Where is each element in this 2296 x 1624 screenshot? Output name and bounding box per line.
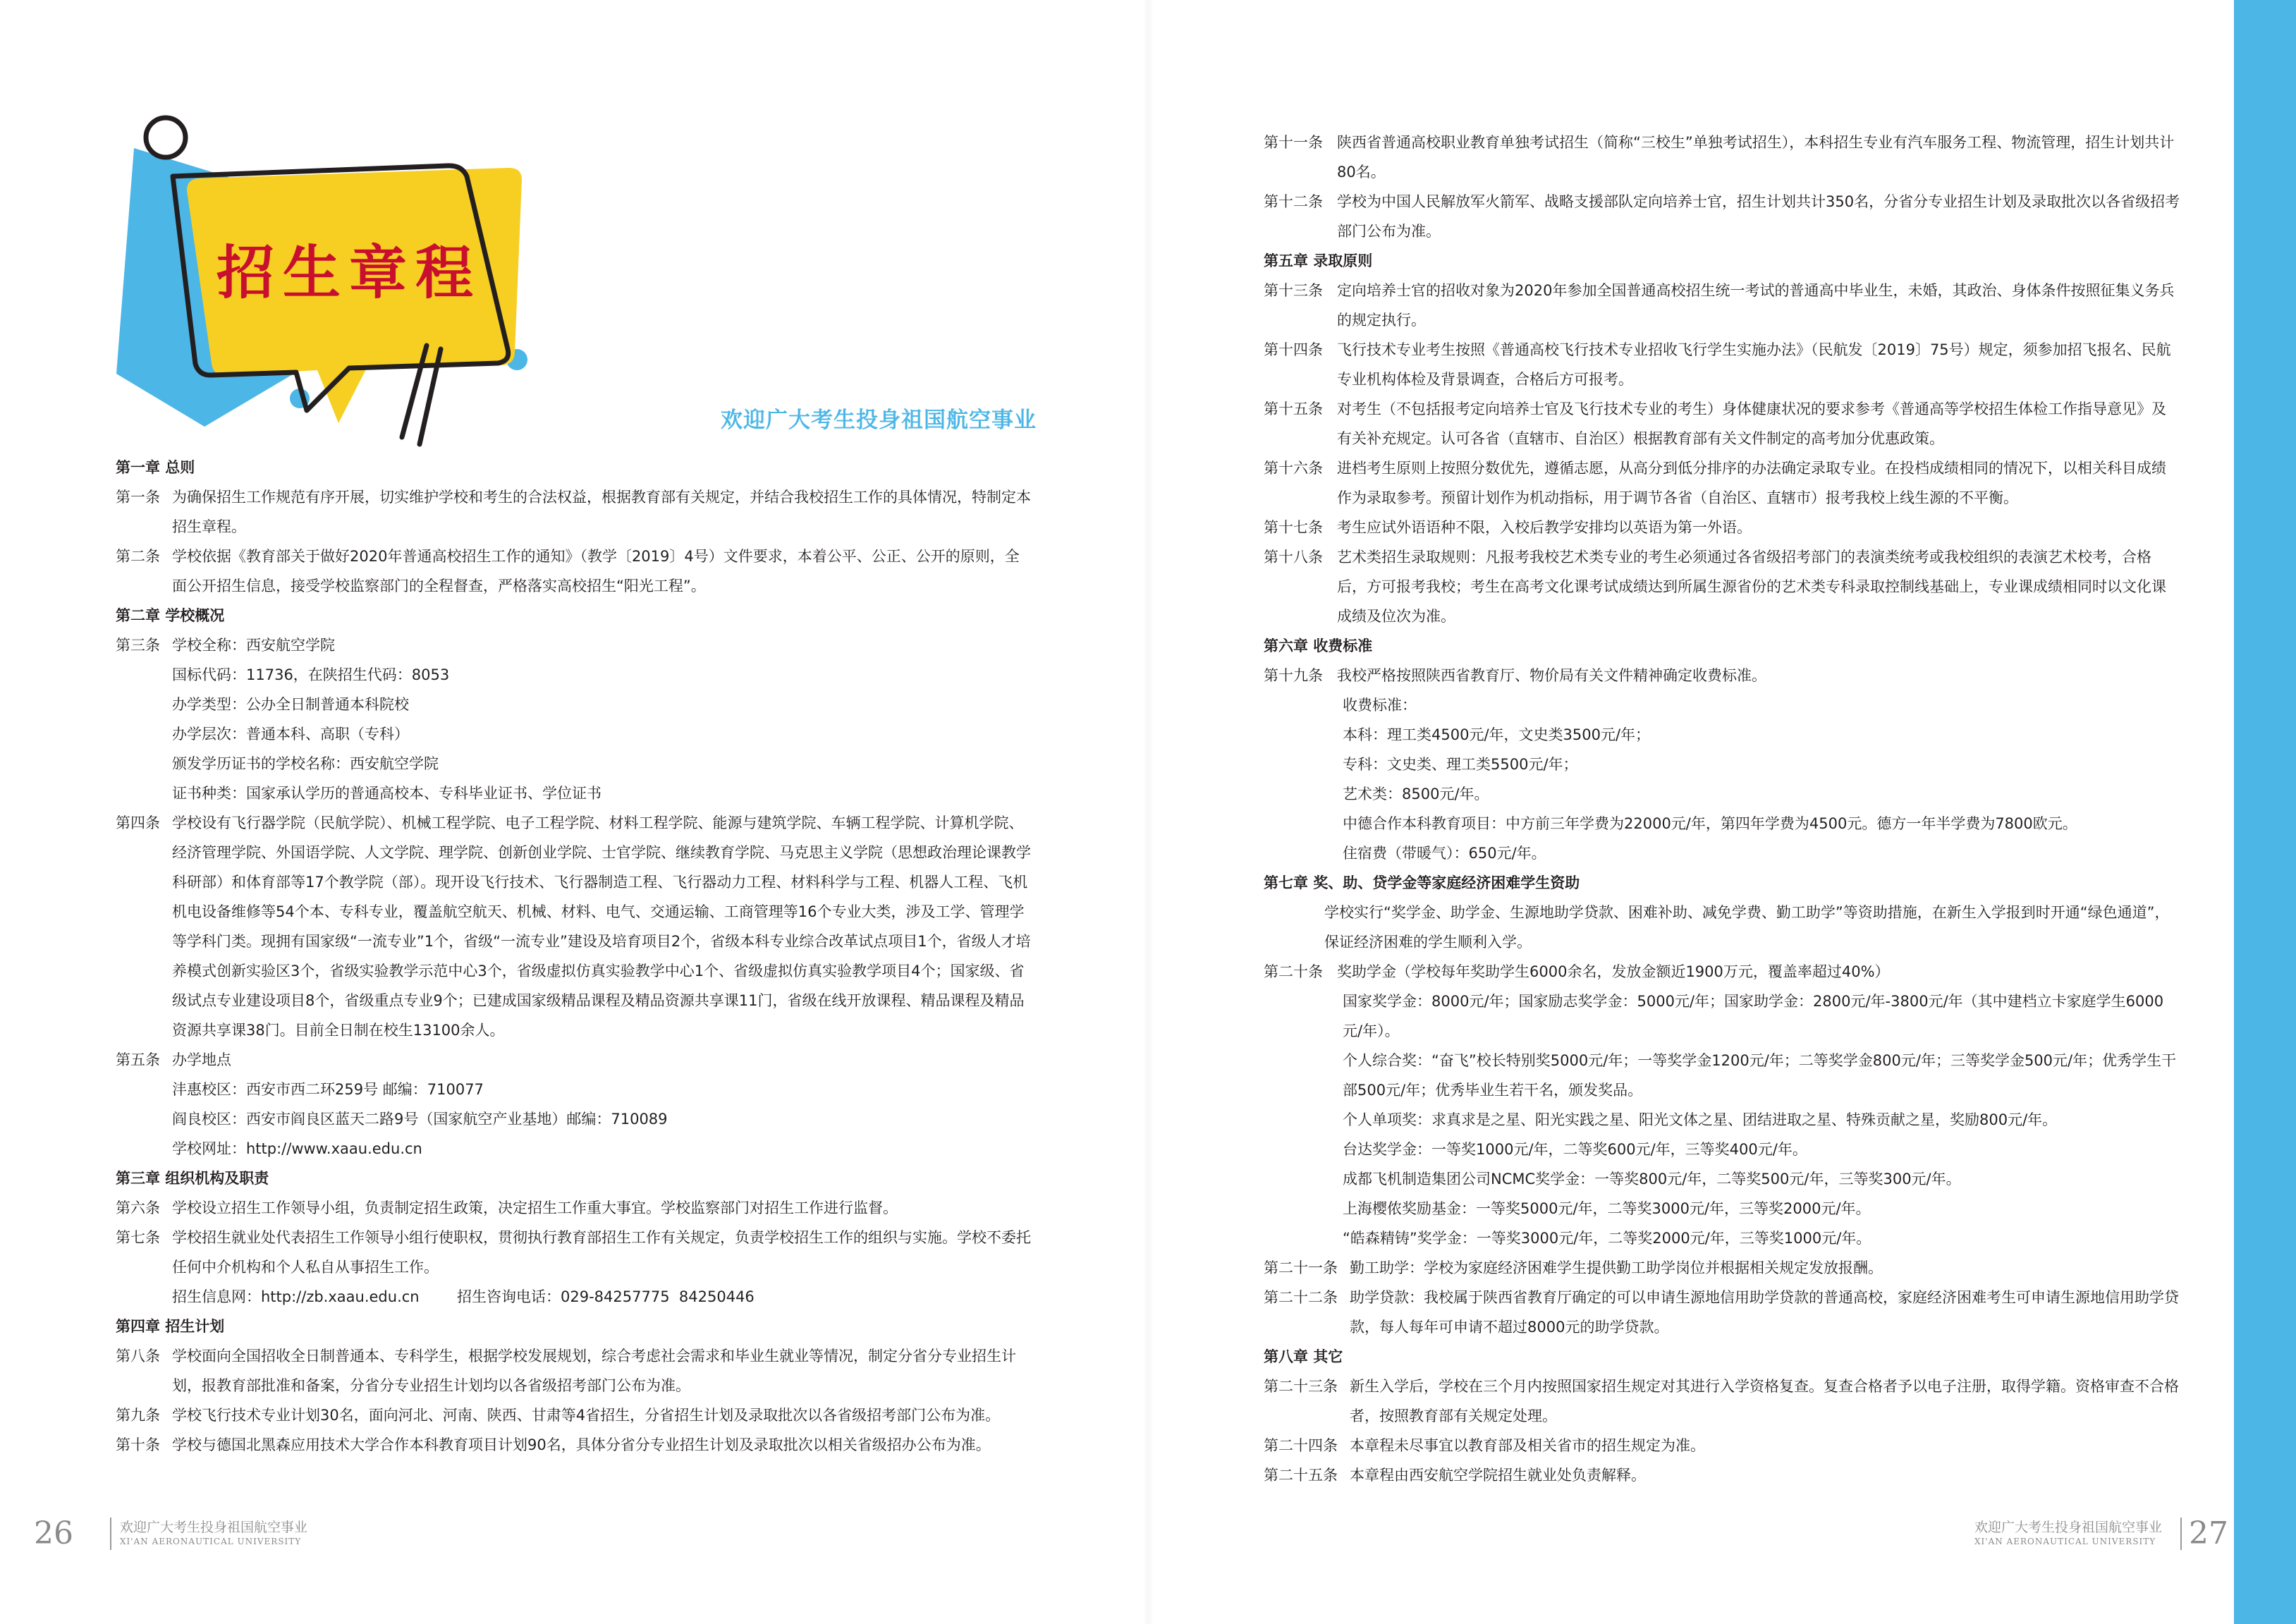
scholarship-line: 台达奖学金：一等奖1000元/年，二等奖600元/年，三等奖400元/年。	[1343, 1141, 1807, 1158]
article-label: 第九条	[116, 1407, 160, 1424]
article-text: 考生应试外语语种不限，入校后教学安排均以英语为第一外语。	[1337, 519, 1752, 536]
footer-divider	[2180, 1518, 2182, 1550]
article-text: 勤工助学：学校为家庭经济困难学生提供勤工助学岗位并根据相关规定发放报酬。	[1350, 1259, 1883, 1276]
article-text: 学校与德国北黑森应用技术大学合作本科教育项目计划90名，具体分省分专业招生计划及录取批次以相关省级招办公布为准。	[172, 1436, 991, 1453]
school-info-line: 办学层次：普通本科、高职（专科）	[172, 726, 409, 743]
chapter-1-heading: 第一章 总则	[116, 459, 195, 476]
article-17	[1264, 513, 2180, 542]
article-label: 第十九条	[1264, 667, 1323, 684]
school-info-line: 证书种类：国家承认学历的普通高校本、专科毕业证书、学位证书	[172, 785, 602, 802]
article-label: 第二十四条	[1264, 1437, 1338, 1454]
school-info-line: 国标代码：11736，在陕招生代码：8053	[172, 666, 450, 683]
article-text: 新生入学后，学校在三个月内按照国家招生规定对其进行入学资格复查。复查合格者予以电子注册，取得学籍。资格审查不合格者，按照教育部有关规定处理。	[1350, 1378, 2179, 1424]
article-label: 第十八条	[1264, 549, 1323, 566]
scholarship-line: 国家奖学金：8000元/年；国家励志奖学金：5000元/年；国家助学金：2800元/年-3800元/年（其中建档立卡家庭学生6000元/年）。	[1343, 993, 2164, 1039]
right-column	[1264, 128, 2180, 1490]
campus-line: 阎良校区：西安市阎良区蓝天二路9号（国家航空产业基地）邮编：710089	[172, 1111, 668, 1128]
scholarship-line: 个人综合奖：“奋飞”校长特别奖5000元/年；一等奖学金1200元/年；二等奖学金800元/年；三等奖学金500元/年；优秀学生干部500元/年；优秀毕业生若干名，颁发奖品。	[1343, 1052, 2177, 1099]
logo-title-text: 招生章程	[216, 239, 482, 307]
article-text: 艺术类招生录取规则：凡报考我校艺术类专业的考生必须通过各省级招考部门的表演类统考或我校组织的表演艺术校考，合格后，方可报考我校；考生在高考文化课考试成绩达到所属生源省份的艺术类专科录取控制线基础上，专业课成绩相同时以文化课成绩及位次为准。	[1337, 549, 2166, 625]
article-text: 进档考生原则上按照分数优先，遵循志愿，从高分到低分排序的办法确定录取专业。在投档成绩相同的情况下，以相关科目成绩作为录取参考。预留计划作为机动指标，用于调节各省（自治区、直辖市）报考我校上线生源的不平衡。	[1337, 460, 2166, 506]
article-text: 飞行技术专业考生按照《普通高校飞行技术专业招收飞行学生实施办法》（民航发〔2019〕75号）规定，须参加招飞报名、民航专业机构体检及背景调查，合格后方可报考。	[1337, 341, 2171, 388]
footer-slogan: 欢迎广大考生投身祖国航空事业	[1974, 1520, 2163, 1535]
article-label: 第二条	[116, 548, 160, 565]
article-22	[1264, 1283, 2180, 1342]
article-text: 为确保招生工作规范有序开展，切实维护学校和考生的合法权益，根据教育部有关规定，并结合我校招生工作的具体情况，特制定本招生章程。	[172, 489, 1031, 535]
footer-text-right	[1974, 1519, 2162, 1547]
fee-line: 收费标准：	[1343, 697, 1417, 714]
admissions-contact-line: 招生信息网：http://zb.xaau.edu.cn 招生咨询电话：029-84257775 84250446	[172, 1288, 755, 1305]
article-label: 第五条	[116, 1051, 160, 1068]
footer-text-left	[120, 1519, 307, 1547]
scholarship-line: 成都飞机制造集团公司NCMC奖学金：一等奖800元/年，二等奖500元/年，三等奖300元/年。	[1343, 1171, 1961, 1188]
article-label: 第三条	[116, 637, 160, 654]
article-9	[116, 1400, 1032, 1430]
article-16	[1264, 453, 2180, 513]
article-23	[1264, 1372, 2180, 1431]
article-6	[116, 1193, 1032, 1223]
article-text: 学校依据《教育部关于做好2020年普通高校招生工作的通知》（教学〔2019〕4号）文件要求，本着公平、公正、公开的原则，全面公开招生信息，接受学校监察部门的全程督查，严格落实高校招生“阳光工程”。	[172, 548, 1020, 594]
article-text: 陕西省普通高校职业教育单独考试招生（简称“三校生”单独考试招生），本科招生专业有汽车服务工程、物流管理，招生计划共计80名。	[1337, 134, 2175, 181]
fee-line: 中德合作本科教育项目：中方前三年学费为22000元/年，第四年学费为4500元。德方一年半学费为7800欧元。	[1343, 815, 2077, 832]
article-label: 第十一条	[1264, 134, 1323, 151]
article-3	[116, 630, 1032, 660]
article-label: 第十条	[116, 1436, 160, 1453]
title-logo	[106, 106, 543, 451]
article-label: 第二十五条	[1264, 1467, 1338, 1484]
article-label: 第二十三条	[1264, 1378, 1338, 1395]
article-text: 对考生（不包括报考定向培养士官及飞行技术专业的考生）身体健康状况的要求参考《普通高等学校招生体检工作指导意见》及有关补充规定。认可各省（直辖市、自治区）根据教育部有关文件制定的高考加分优惠政策。	[1337, 401, 2166, 447]
article-text: 学校设有飞行器学院（民航学院）、机械工程学院、电子工程学院、材料工程学院、能源与建筑学院、车辆工程学院、计算机学院、经济管理学院、外国语学院、人文学院、理学院、创新创业学院、士官学院、继续教育学院、马克思主义学院（思想政治理论课教学科研部）和体育部等17个教学院（部）。现开设飞行技术、飞行器制造工程、飞行器动力工程、材料科学与工程、机器人工程、飞机机电设备维修等54个本、专科专业，覆盖航空航天、机械、材料、电气、交通运输、工商管理等16个专业大类，涉及工学、管理学等学科门类。现拥有国家级“一流专业”1个，省级“一流专业”建设及培育项目2个，省级本科专业综合改革试点项目1个，省级人才培养模式创新实验区3个，省级实验教学示范中心3个，省级虚拟仿真实验教学中心1个、省级虚拟仿真实验教学项目4个；国家级、省级试点专业建设项目8个，省级重点专业9个；已建成国家级精品课程及精品资源共享课11门，省级在线开放课程、精品课程及精品资源共享课38门。目前全日制在校生13100余人。	[172, 814, 1031, 1039]
fee-line: 艺术类：8500元/年。	[1343, 786, 1489, 802]
footer-divider	[110, 1518, 111, 1550]
article-label: 第十四条	[1264, 341, 1323, 358]
scholarship-line: 上海樱侬奖励基金：一等奖5000元/年，二等奖3000元/年，三等奖2000元/年。	[1343, 1200, 1871, 1217]
footer-slogan: 欢迎广大考生投身祖国航空事业	[120, 1520, 308, 1535]
article-21	[1264, 1253, 2180, 1283]
article-24	[1264, 1431, 2180, 1460]
article-11	[1264, 128, 2180, 187]
article-13	[1264, 276, 2180, 335]
fee-line: 本科：理工类4500元/年，文史类3500元/年；	[1343, 726, 1651, 743]
article-1	[116, 482, 1032, 542]
article-18	[1264, 542, 2180, 631]
article-text: 学校面向全国招收全日制普通本、专科学生，根据学校发展规划，综合考虑社会需求和毕业生就业等情况，制定分省分专业招生计划，报教育部批准和备案，分省分专业招生计划均以各省级招考部门公布为准。	[172, 1348, 1016, 1394]
campus-line: 沣惠校区：西安市西二环259号 邮编：710077	[172, 1081, 484, 1098]
chapter-6-heading: 第六章 收费标准	[1264, 637, 1373, 654]
article-19	[1264, 661, 2180, 690]
article-text: 学校为中国人民解放军火箭军、战略支援部队定向培养士官，招生计划共计350名，分省分专业招生计划及录取批次以各省级招考部门公布为准。	[1337, 193, 2180, 240]
chapter-7-intro: 学校实行“奖学金、助学金、生源地助学贷款、困难补助、减免学费、勤工助学”等资助措施，在新生入学报到时开通“绿色通道”，保证经济困难的学生顺利入学。	[1324, 904, 2170, 951]
article-8	[116, 1341, 1032, 1400]
article-20	[1264, 957, 2180, 987]
fee-line: 专科：文史类、理工类5500元/年；	[1343, 756, 1578, 773]
article-7	[116, 1223, 1032, 1282]
right-edge-bar	[2234, 0, 2296, 1624]
article-text: 学校设立招生工作领导小组，负责制定招生政策，决定招生工作重大事宜。学校监察部门对招生工作进行监督。	[172, 1199, 898, 1216]
article-label: 第四条	[116, 814, 160, 831]
slogan: 欢迎广大考生投身祖国航空事业	[721, 408, 1037, 433]
school-website-line: 学校网址：http://www.xaau.edu.cn	[172, 1140, 422, 1157]
article-label: 第十三条	[1264, 282, 1323, 299]
article-text: 本章程由西安航空学院招生就业处负责解释。	[1350, 1467, 1646, 1484]
article-label: 第十五条	[1264, 401, 1323, 417]
article-2	[116, 542, 1032, 601]
article-text: 办学地点	[172, 1051, 231, 1068]
chapter-5-heading: 第五章 录取原则	[1264, 252, 1373, 269]
article-12	[1264, 187, 2180, 246]
footer-university-en: XI'AN AERONAUTICAL UNIVERSITY	[120, 1537, 302, 1546]
chapter-2-heading: 第二章 学校概况	[116, 607, 225, 624]
article-text: 助学贷款：我校属于陕西省教育厅确定的可以申请生源地信用助学贷款的普通高校，家庭经济困难考生可申请生源地信用助学贷款，每人每年可申请不超过8000元的助学贷款。	[1350, 1289, 2179, 1336]
article-text: 本章程未尽事宜以教育部及相关省市的招生规定为准。	[1350, 1437, 1705, 1454]
footer-university-en: XI'AN AERONAUTICAL UNIVERSITY	[1974, 1537, 2156, 1546]
chapter-4-heading: 第四章 招生计划	[116, 1318, 225, 1335]
article-label: 第十六条	[1264, 460, 1323, 477]
article-15	[1264, 394, 2180, 453]
fee-line: 住宿费（带暖气）：650元/年。	[1343, 845, 1546, 862]
chapter-7-heading: 第七章 奖、助、贷学金等家庭经济困难学生资助	[1264, 874, 1580, 891]
article-4	[116, 808, 1032, 1045]
outline-circle	[146, 118, 185, 157]
chapter-3-heading: 第三章 组织机构及职责	[116, 1170, 269, 1187]
article-text: 奖助学金（学校每年奖助学生6000余名，发放金额近1900万元，覆盖率超过40%）	[1337, 963, 1890, 980]
article-text: 学校招生就业处代表招生工作领导小组行使职权，贯彻执行教育部招生工作有关规定，负责学校招生工作的组织与实施。学校不委托任何中介机构和个人私自从事招生工作。	[172, 1229, 1031, 1276]
article-25	[1264, 1460, 2180, 1490]
chapter-8-heading: 第八章 其它	[1264, 1348, 1343, 1365]
article-text: 我校严格按照陕西省教育厅、物价局有关文件精神确定收费标准。	[1337, 667, 1766, 684]
school-info-line: 颁发学历证书的学校名称：西安航空学院	[172, 755, 439, 772]
scholarship-line: “皓森精铸”奖学金：一等奖3000元/年，二等奖2000元/年，三等奖1000元/年。	[1343, 1230, 1871, 1247]
page-number-right: 27	[2189, 1515, 2228, 1551]
article-14	[1264, 335, 2180, 394]
scholarship-line: 个人单项奖：求真求是之星、阳光实践之星、阳光文体之星、团结进取之星、特殊贡献之星，奖励800元/年。	[1343, 1111, 2058, 1128]
article-label: 第十七条	[1264, 519, 1323, 536]
article-label: 第二十条	[1264, 963, 1323, 980]
article-10	[116, 1430, 1032, 1460]
article-label: 第六条	[116, 1199, 160, 1216]
article-label: 第七条	[116, 1229, 160, 1246]
page-gutter	[1142, 0, 1154, 1624]
article-text: 定向培养士官的招收对象为2020年参加全国普通高校招生统一考试的普通高中毕业生，未婚，其政治、身体条件按照征集义务兵的规定执行。	[1337, 282, 2175, 329]
article-label: 第八条	[116, 1348, 160, 1364]
left-column	[116, 453, 1032, 1460]
page-number-left: 26	[34, 1515, 73, 1551]
school-info-line: 办学类型：公办全日制普通本科院校	[172, 696, 409, 713]
article-5	[116, 1045, 1032, 1075]
article-label: 第二十一条	[1264, 1259, 1338, 1276]
article-text: 学校飞行技术专业计划30名，面向河北、河南、陕西、甘肃等4省招生，分省招生计划及录取批次以各省级招考部门公布为准。	[172, 1407, 1001, 1424]
article-label: 第二十二条	[1264, 1289, 1338, 1306]
article-label: 第一条	[116, 489, 160, 506]
article-text: 学校全称：西安航空学院	[172, 637, 335, 654]
article-label: 第十二条	[1264, 193, 1323, 210]
